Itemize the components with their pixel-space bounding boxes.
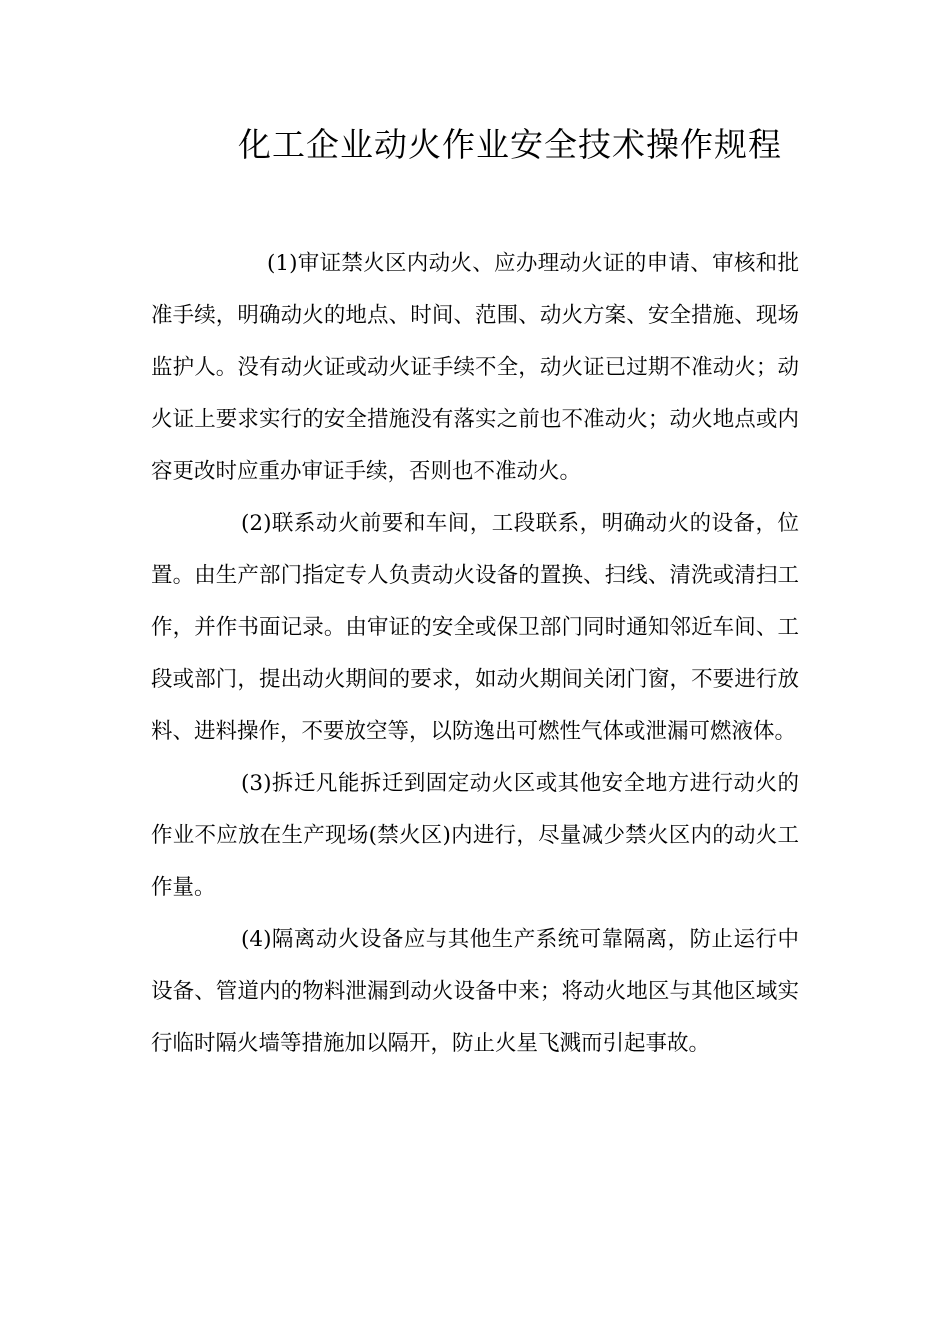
paragraph-1: (1)审证禁火区内动火、应办理动火证的申请、审核和批准手续，明确动火的地点、时间、范围、动火方案、安全措施、现场监护人。没有动火证或动火证手续不全，动火证已过期不准动火；动火证上要求实行的安全措施没有落实之前也不准动火；动火地点或内容更改时应重办审证手续，否则也不准动火。 xyxy=(151,251,799,484)
paragraph-2: (2)联系动火前要和车间，工段联系，明确动火的设备，位置。由生产部门指定专人负责动火设备的置换、扫线、清洗或清扫工作，并作书面记录。由审证的安全或保卫部门同时通知邻近车间、工段或部门，提出动火期间的要求，如动火期间关闭门窗，不要进行放料、进料操作，不要放空等，以防逸出可燃性气体或泄漏可燃液体。 xyxy=(151,511,799,744)
document-body xyxy=(151,238,799,1070)
paragraph-3: (3)拆迁凡能拆迁到固定动火区或其他安全地方进行动火的作业不应放在生产现场(禁火区)内进行，尽量减少禁火区内的动火工作量。 xyxy=(151,771,799,900)
paragraph-4: (4)隔离动火设备应与其他生产系统可靠隔离，防止运行中设备、管道内的物料泄漏到动火设备中来；将动火地区与其他区域实行临时隔火墙等措施加以隔开，防止火星飞溅而引起事故。 xyxy=(151,927,799,1056)
document-title: 化工企业动火作业安全技术操作规程 xyxy=(238,125,782,164)
